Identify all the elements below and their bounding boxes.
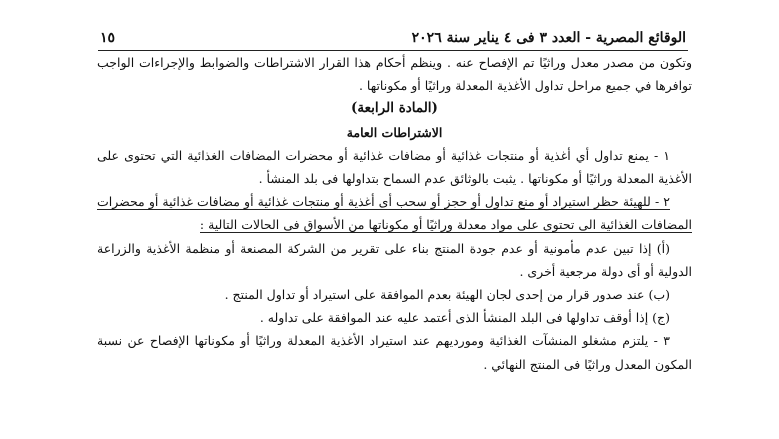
clause-2 <box>97 190 692 236</box>
page-header <box>100 28 686 48</box>
document-body <box>97 51 692 376</box>
intro-paragraph: وتكون من مصدر معدل وراثيًا تم الإفصاح عنه . وينظم أحكام هذا القرار الاشتراطات والضوابط والإجراءات الواجب توافرها في جميع مراحل تداول الأغذية المعدلة وراثيًا أو مكوناتها . <box>97 55 692 94</box>
clause-2-item-a: (أ) إذا تبين عدم مأمونية أو عدم جودة المنتج بناء على تقرير من الشركة المصنعة أو منظمة الأغذية والزراعة الدولية أو أى دولة مرجعية أخرى . <box>97 240 692 279</box>
gazette-issue-title: الوقائع المصرية - العدد ٣ فى ٤ يناير سنة ٢٠٢٦ <box>411 30 686 46</box>
clause-2-text: ٢ - للهيئة حظر استيراد أو منع تداول أو حجز أو سحب أى أغذية أو منتجات غذائية أو مضافات غذائية أو محضرات المضافات الغذائية الى تحتوى على مواد معدلة وراثيًا أو مكوناتها من الأسواق فى الحالات التالية : <box>97 194 692 233</box>
clause-1: ١ - يمنع تداول أي أغذية أو منتجات غذائية أو مضافات غذائية أو محضرات المضافات الغذائية التي تحتوى على الأغذية المعدلة وراثيًا أو مكوناتها . يثبت بالوثائق عدم السماح بتداولها فى بلد المنشأ . <box>97 147 692 187</box>
article-heading: (المادة الرابعة) <box>351 100 438 117</box>
clause-2-item-c: (ج) إذا أوقف تداولها فى البلد المنشأ الذى أعتمد عليه عند الموافقة على تداوله . <box>259 310 670 326</box>
article-subheading: الاشتراطات العامة <box>346 124 443 140</box>
clause-3: ٣ - يلتزم مشغلو المنشآت الغذائية ومورديهم عند استيراد الأغذية المعدلة وراثيًا أو مكوناتها الإفصاح عن نسبة المكون المعدل وراثيًا فى المنتج النهائي . <box>97 333 692 372</box>
page-number: ١٥ <box>100 30 116 46</box>
clause-2-item-b: (ب) عند صدور قرار من إحدى لجان الهيئة بعدم الموافقة على استيراد أو تداول المنتج . <box>224 287 670 303</box>
